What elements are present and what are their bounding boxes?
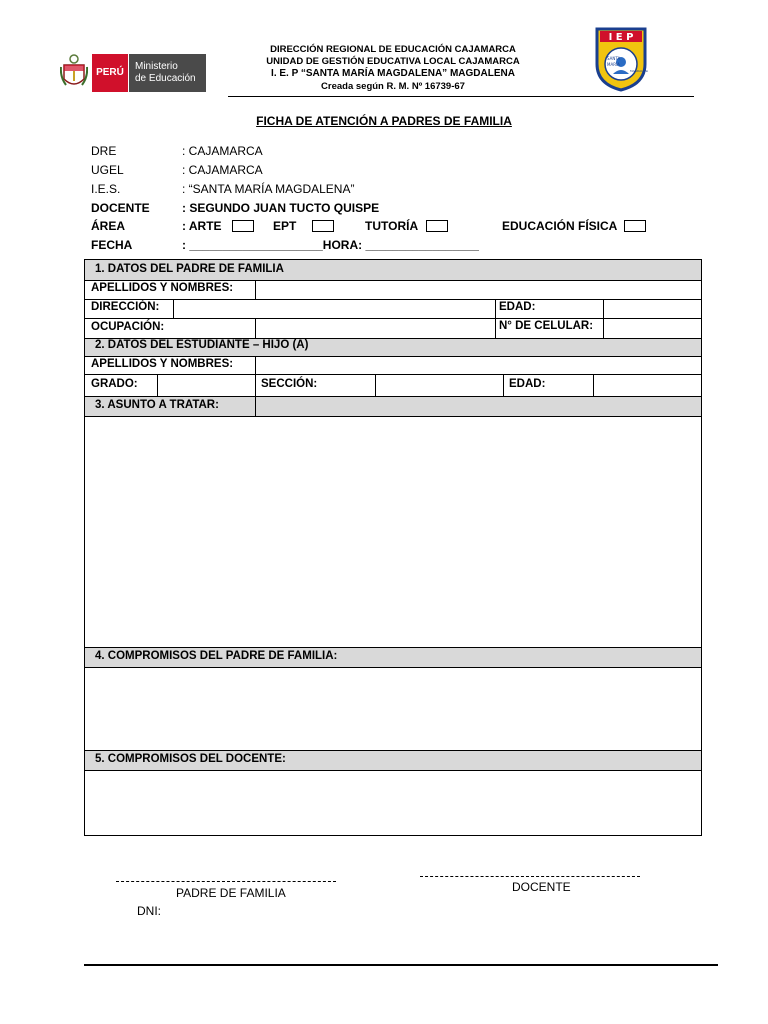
section-3-title: 3. ASUNTO A TRATAR: [95, 399, 219, 411]
section-2-title: 2. DATOS DEL ESTUDIANTE – HIJO (A) [95, 339, 309, 351]
ugel-label: UGEL [91, 163, 124, 177]
padre-edad-field[interactable] [605, 300, 701, 317]
area-option-tutoria: TUTORÍA [365, 219, 419, 233]
padre-ocupacion-label: OCUPACIÓN: [91, 321, 165, 333]
section-5-title: 5. COMPROMISOS DEL DOCENTE: [95, 753, 286, 765]
padre-signature-line [116, 881, 336, 882]
school-crest-text-3: MAGDALENA [630, 69, 648, 73]
form-table [84, 259, 702, 836]
educacion-fisica-checkbox[interactable] [624, 220, 646, 232]
dre-value: : CAJAMARCA [182, 144, 263, 158]
estudiante-apellidos-label: APELLIDOS Y NOMBRES: [91, 358, 234, 370]
ugel-value: : CAJAMARCA [182, 163, 263, 177]
ministry-name-line2: de Educación [135, 73, 196, 84]
estudiante-grado-field[interactable] [159, 375, 253, 395]
estudiante-seccion-field[interactable] [377, 375, 501, 395]
padre-edad-label: EDAD: [499, 301, 536, 313]
padre-celular-label: N° DE CELULAR: [499, 320, 594, 332]
area-option-arte: : ARTE [182, 219, 222, 233]
padre-celular-field[interactable] [605, 319, 701, 337]
peru-coat-of-arms-icon [60, 53, 88, 91]
form-title: FICHA DE ATENCIÓN A PADRES DE FAMILIA [256, 114, 512, 128]
dre-label: DRE [91, 144, 117, 158]
compromisos-docente-textarea[interactable] [87, 772, 699, 834]
docente-signature-line [420, 876, 640, 877]
tutoria-checkbox[interactable] [426, 220, 448, 232]
docente-value: : SEGUNDO JUAN TUCTO QUISPE [182, 201, 380, 215]
ies-value: : “SANTA MARÍA MAGDALENA” [182, 182, 355, 196]
area-option-educacion-fisica: EDUCACIÓN FÍSICA [502, 219, 618, 233]
compromisos-padre-textarea[interactable] [87, 669, 699, 748]
arte-checkbox[interactable] [232, 220, 254, 232]
ept-checkbox[interactable] [312, 220, 334, 232]
asunto-header-field[interactable] [257, 397, 701, 415]
estudiante-edad-field[interactable] [595, 375, 701, 395]
header-line-3: I. E. P “SANTA MARÍA MAGDALENA” MAGDALENA [271, 68, 515, 79]
fecha-hora-field[interactable]: : ____________________HORA: _________________ [182, 238, 479, 252]
padre-direccion-label: DIRECCIÓN: [91, 301, 160, 313]
header-line-1: DIRECCIÓN REGIONAL DE EDUCACIÓN CAJAMARCA [270, 44, 516, 55]
section-4-title: 4. COMPROMISOS DEL PADRE DE FAMILIA: [95, 650, 338, 662]
ministry-logo-name [129, 54, 206, 92]
footer-rule [84, 964, 718, 966]
school-crest-text-1: SANTA [607, 56, 621, 61]
estudiante-apellidos-field[interactable] [257, 357, 701, 373]
school-crest-icon [594, 26, 648, 92]
ministry-logo-brand: PERÚ [92, 54, 128, 92]
padre-signature-label: PADRE DE FAMILIA [176, 886, 286, 900]
padre-apellidos-field[interactable] [257, 281, 701, 298]
estudiante-grado-label: GRADO: [91, 378, 138, 390]
docente-label: DOCENTE [91, 201, 150, 215]
header-line-4: Creada según R. M. Nº 16739-67 [321, 81, 465, 92]
docente-signature-label: DOCENTE [512, 880, 571, 894]
area-label: ÁREA [91, 219, 126, 233]
dni-label: DNI: [137, 904, 161, 918]
padre-apellidos-label: APELLIDOS Y NOMBRES: [91, 282, 234, 294]
asunto-textarea[interactable] [87, 418, 699, 645]
section-1-title: 1. DATOS DEL PADRE DE FAMILIA [95, 263, 284, 275]
header-rule [228, 96, 694, 97]
school-crest-banner: I E P [608, 32, 634, 43]
fecha-label: FECHA [91, 238, 133, 252]
padre-ocupacion-field[interactable] [257, 319, 493, 337]
ministry-name-line1: Ministerio [135, 61, 178, 72]
padre-direccion-field[interactable] [175, 300, 493, 317]
ies-label: I.E.S. [91, 182, 121, 196]
school-crest-text-2: MARÍA [607, 62, 620, 67]
estudiante-seccion-label: SECCIÓN: [261, 378, 318, 390]
header-line-2: UNIDAD DE GESTIÓN EDUCATIVA LOCAL CAJAMARCA [266, 56, 520, 67]
area-option-ept: EPT [273, 219, 297, 233]
estudiante-edad-label: EDAD: [509, 378, 546, 390]
